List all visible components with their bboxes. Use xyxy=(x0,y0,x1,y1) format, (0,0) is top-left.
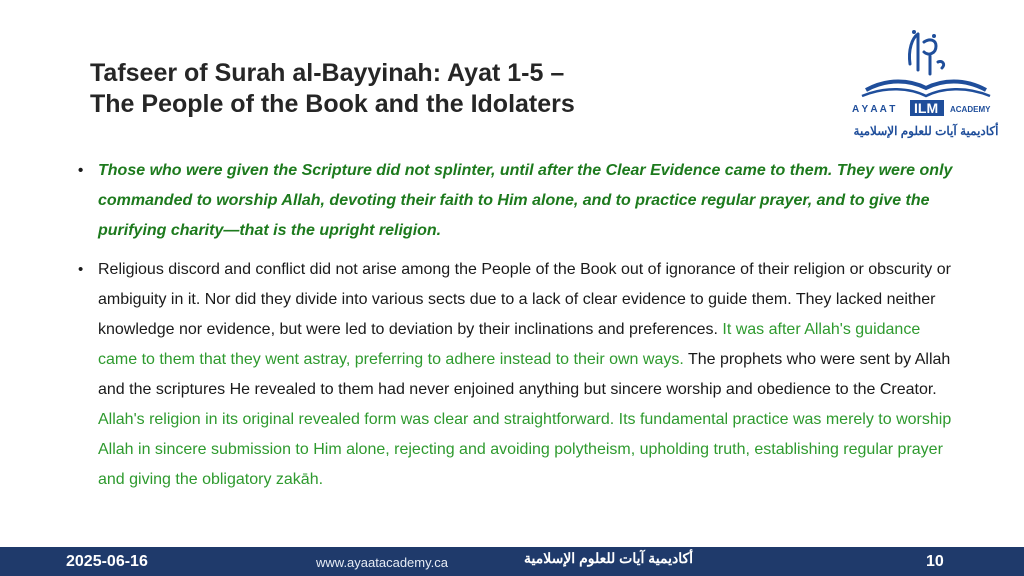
logo-brand-mid: ILM xyxy=(914,100,939,116)
commentary-text-1: Religious discord and conflict did not arise among the People of the Book out of ignorance of their religion or obscurity or ambiguity in it. Nor did they divide into various sects due to a lack of clear evidence to guide them. They lacked neither knowledge nor evidence, but were led to deviation by their inclinations and preferences. xyxy=(98,261,951,338)
slide-title-line-1: Tafseer of Surah al-Bayyinah: Ayat 1-5 – xyxy=(90,59,565,87)
logo-brand-right: ACADEMY xyxy=(950,105,991,114)
academy-logo xyxy=(838,26,1014,144)
page-number: 10 xyxy=(926,553,944,570)
commentary-highlight-1: It was after Allah's guidance came to them that they went astray, preferring to adhere instead to their own ways. xyxy=(98,321,921,368)
footer-website: www.ayaatacademy.ca xyxy=(316,555,448,570)
logo-emblem-icon xyxy=(838,26,1014,124)
slide-content xyxy=(76,156,956,495)
bullet-commentary xyxy=(76,255,956,495)
footer-bar xyxy=(0,547,1024,576)
commentary-text-2: The prophets who were sent by Allah and the scriptures He revealed to them had never enjoined anything but sincere worship and obedience to the Creator. xyxy=(98,351,951,398)
footer-arabic-name: أكاديمية آيات للعلوم الإسلامية xyxy=(524,550,694,566)
slide-title-line-2: The People of the Book and the Idolaters xyxy=(90,90,575,118)
logo-brand-left: A Y A A T xyxy=(852,104,896,115)
bullet-quranic-verse: • Those who were given the Scripture did not splinter, until after the Clear Evidence came to them. They were only commanded to worship Allah, devoting their faith to Him alone, and to practice regular prayer, and to give the purifying charity—that is the upright religion. xyxy=(76,156,956,246)
commentary-highlight-2: Allah's religion in its original revealed form was clear and straightforward. Its fundamental practice was merely to worship Allah in sincere submission to Him alone, rejecting and avoiding polytheism, upholding truth, establishing regular prayer and giving the obligatory zakāh. xyxy=(98,411,952,488)
logo-arabic-text: أكاديمية آيات للعلوم الإسلامية xyxy=(853,124,999,138)
footer-date: 2025-06-16 xyxy=(66,553,148,570)
slide-title xyxy=(90,58,790,120)
